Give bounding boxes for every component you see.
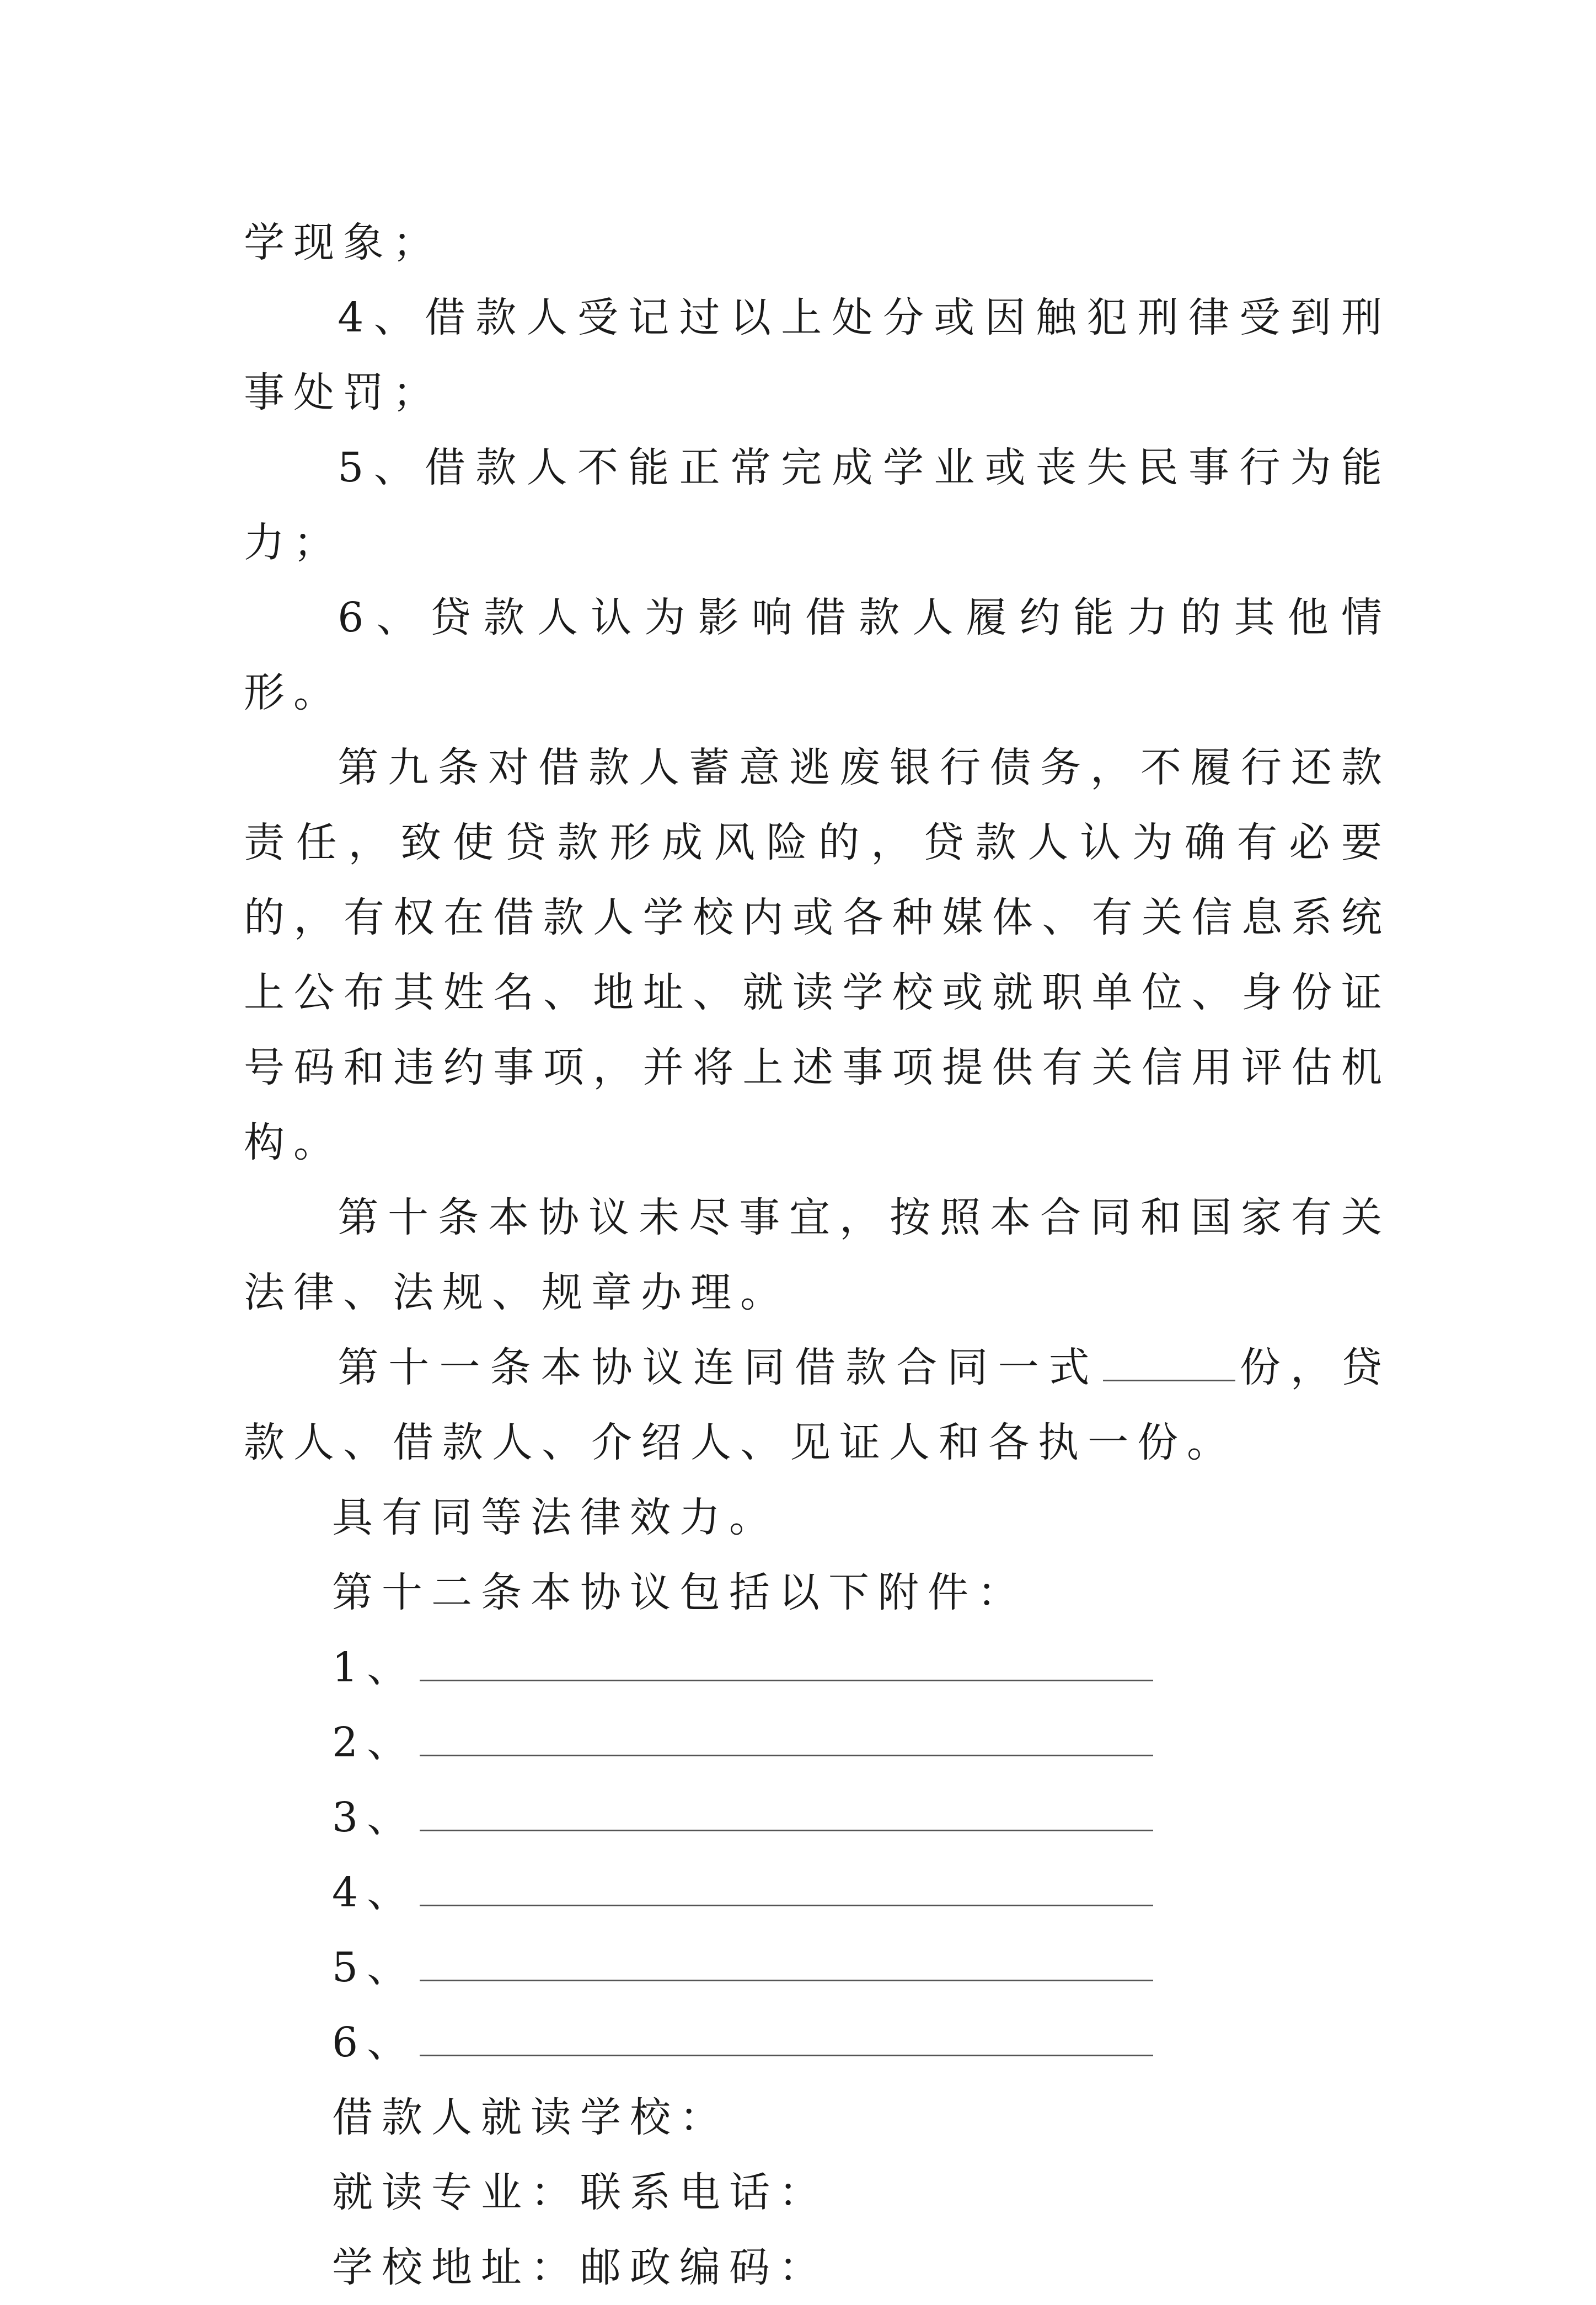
attachment-row <box>244 1780 1391 1855</box>
attachment-row <box>244 2005 1391 2080</box>
paragraph-article-12: 第十二条本协议包括以下附件： <box>332 1569 1027 1616</box>
attachment-number: 3、 <box>332 1794 417 1841</box>
article-11-text-before: 第十一条本协议连同借款合同一式 <box>338 1344 1100 1391</box>
attachment-blank-line <box>420 1720 1153 1756</box>
effect-line: 具有同等法律效力。 <box>332 1494 779 1541</box>
attachment-number: 5、 <box>332 1944 417 1991</box>
attachment-blank-line <box>420 1645 1153 1681</box>
attachment-row <box>244 1930 1391 2005</box>
paragraph-item-4: 4、借款人受记过以上处分或因触犯刑律受到刑事处罚； <box>244 294 1391 416</box>
attachment-blank-line <box>420 1795 1153 1831</box>
article-11-text-after: 份，贷款人、借款人、介绍人、见证人和各执一份。 <box>244 1344 1391 1466</box>
attachment-blank-line <box>420 2020 1153 2056</box>
attachment-number: 2、 <box>332 1719 417 1766</box>
address-postcode-field-label: 学校地址：邮政编码： <box>332 2244 828 2291</box>
paragraph-article-10: 第十条本协议未尽事宜，按照本合同和国家有关法律、法规、规章办理。 <box>244 1194 1391 1316</box>
document-body <box>244 205 1391 2305</box>
paragraph-item-5: 5、借款人不能正常完成学业或丧失民事行为能力； <box>244 444 1391 566</box>
attachment-number: 1、 <box>332 1644 417 1691</box>
attachment-row <box>244 1855 1391 1930</box>
attachment-row <box>244 1630 1391 1705</box>
paragraph-article-9: 第九条对借款人蓄意逃废银行债务，不履行还款责任，致使贷款形成风险的，贷款人认为确有必要的，有权在借款人学校内或各种媒体、有关信息系统上公布其姓名、地址、就读学校或就职单位、身份证号码和违约事项，并将上述事项提供有关信用评估机构。 <box>244 744 1391 1166</box>
copies-blank <box>1103 1347 1235 1381</box>
attachment-blank-line <box>420 1870 1153 1906</box>
attachment-row <box>244 1705 1391 1780</box>
school-field-label: 借款人就读学校： <box>332 2094 729 2141</box>
paragraph-continued: 学现象； <box>244 219 442 266</box>
paragraph-item-6: 6、贷款人认为影响借款人履约能力的其他情形。 <box>244 594 1391 716</box>
attachment-number: 6、 <box>332 2019 417 2066</box>
major-phone-field-label: 就读专业：联系电话： <box>332 2169 828 2216</box>
attachment-number: 4、 <box>332 1869 417 1916</box>
paragraph-article-11 <box>244 1330 1391 1480</box>
attachment-blank-line <box>420 1945 1153 1981</box>
